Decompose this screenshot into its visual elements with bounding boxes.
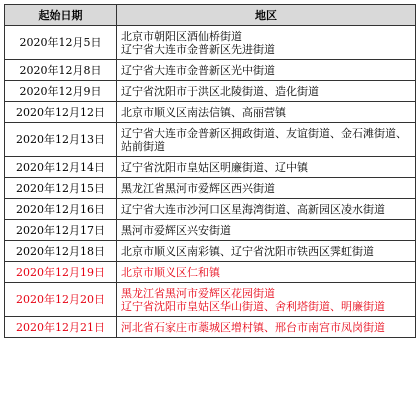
area-line: 辽宁省大连市金普新区先进街道	[121, 42, 275, 56]
row-date: 2020年12月16日	[5, 199, 117, 220]
row-area	[117, 157, 416, 178]
row-area	[117, 317, 416, 338]
table-row-highlighted	[5, 317, 416, 338]
header-start-date: 起始日期	[5, 5, 117, 26]
row-area	[117, 220, 416, 241]
row-area	[117, 262, 416, 283]
area-line: 北京市顺义区南法信镇、高丽营镇	[121, 105, 286, 119]
area-line: 辽宁省沈阳市于洪区北陵街道、造化街道	[121, 84, 319, 98]
table-header	[5, 5, 416, 26]
table-row	[5, 220, 416, 241]
table-row	[5, 157, 416, 178]
row-area	[117, 123, 416, 157]
row-area	[117, 199, 416, 220]
row-area	[117, 178, 416, 199]
row-date: 2020年12月17日	[5, 220, 117, 241]
table-row	[5, 60, 416, 81]
table-row	[5, 241, 416, 262]
area-line: 北京市朝阳区酒仙桥街道	[121, 29, 242, 43]
area-line: 辽宁省大连市金普新区拥政街道、友谊街道、金石滩街道、站前街道	[121, 126, 407, 153]
row-date: 2020年12月14日	[5, 157, 117, 178]
area-line: 辽宁省大连市沙河口区星海湾街道、高新园区凌水街道	[121, 202, 385, 216]
table-body	[5, 26, 416, 338]
header-area: 地区	[117, 5, 416, 26]
row-date: 2020年12月18日	[5, 241, 117, 262]
area-line: 辽宁省沈阳市皇姑区明廉街道、辽中镇	[121, 160, 308, 174]
table-row	[5, 26, 416, 60]
area-line: 辽宁省沈阳市皇姑区华山街道、舍利塔街道、明廉街道	[121, 299, 385, 313]
area-line: 北京市顺义区仁和镇	[121, 265, 220, 279]
row-area	[117, 241, 416, 262]
area-line: 黑龙江省黑河市爱辉区西兴街道	[121, 181, 275, 195]
row-date: 2020年12月5日	[5, 26, 117, 60]
header-row	[5, 5, 416, 26]
row-area	[117, 283, 416, 317]
table-row	[5, 199, 416, 220]
row-date: 2020年12月12日	[5, 102, 117, 123]
schedule-table	[4, 4, 416, 338]
area-line: 黑龙江省黑河市爱辉区花园街道	[121, 286, 275, 300]
row-area	[117, 26, 416, 60]
table-row	[5, 178, 416, 199]
row-date: 2020年12月21日	[5, 317, 117, 338]
row-date: 2020年12月15日	[5, 178, 117, 199]
table-row	[5, 81, 416, 102]
area-line: 辽宁省大连市金普新区光中街道	[121, 63, 275, 77]
area-line: 黑河市爱辉区兴安街道	[121, 223, 231, 237]
row-date: 2020年12月19日	[5, 262, 117, 283]
row-date: 2020年12月13日	[5, 123, 117, 157]
table-row	[5, 123, 416, 157]
table-row-highlighted	[5, 262, 416, 283]
row-area	[117, 81, 416, 102]
row-date: 2020年12月8日	[5, 60, 117, 81]
table-row-highlighted	[5, 283, 416, 317]
table-row	[5, 102, 416, 123]
row-area	[117, 60, 416, 81]
row-area	[117, 102, 416, 123]
area-line: 河北省石家庄市藁城区增村镇、邢台市南宫市凤岗街道	[121, 320, 385, 334]
area-line: 北京市顺义区南彩镇、辽宁省沈阳市铁西区霁虹街道	[121, 244, 374, 258]
row-date: 2020年12月9日	[5, 81, 117, 102]
row-date: 2020年12月20日	[5, 283, 117, 317]
